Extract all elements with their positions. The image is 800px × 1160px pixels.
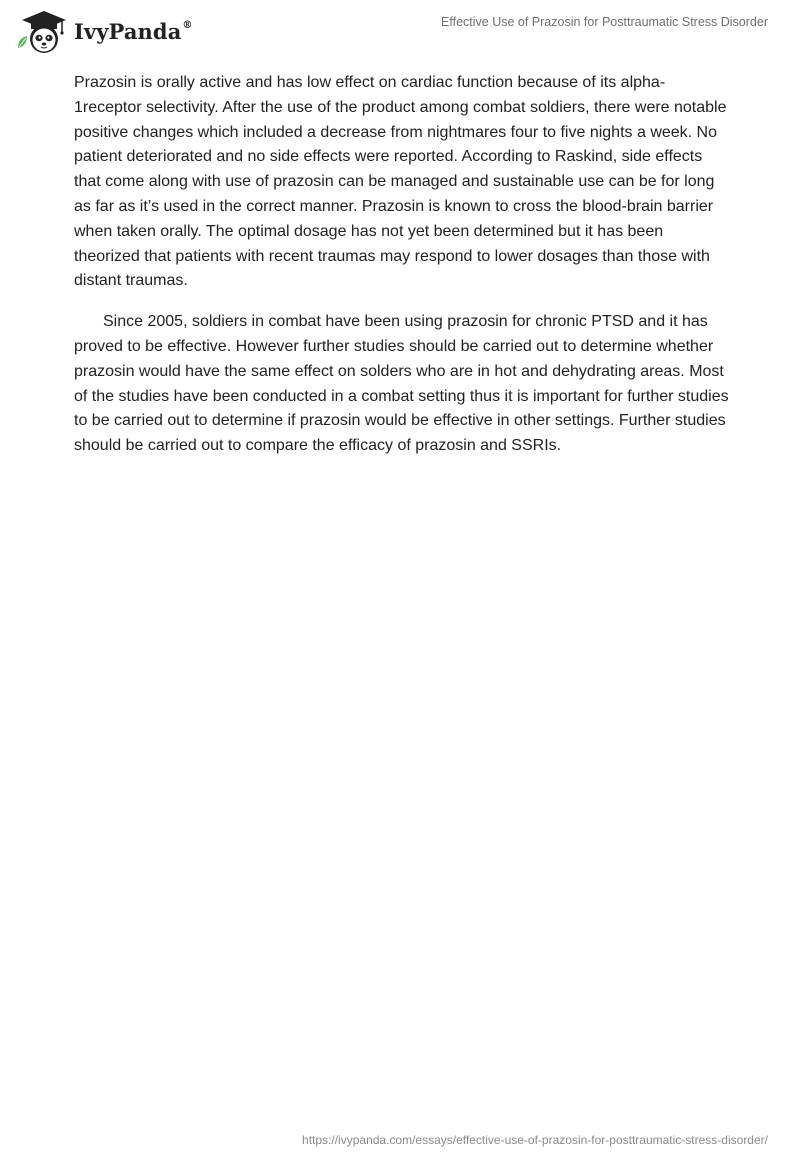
paragraph: Since 2005, soldiers in combat have been using prazosin for chronic PTSD and it has proved to be effective. However further studies should be carried out to determine whether prazosin would have the same effect on solders who are in hot and dehydrating areas. Most of the studies have been conducted in a combat setting thus it is important for further studies to be carried out to determine if prazosin would be effective in other settings. Further studies should be carried out to compare the efficacy of prazosin and SSRIs. [74,313,729,455]
brand-name: IvyPanda® [74,18,193,44]
essay-body [74,71,730,475]
graduation-panda-icon [14,8,70,54]
page-header [0,0,800,60]
paragraph: Prazosin is orally active and has low effect on cardiac function because of its alpha-1receptor selectivity. After the use of the product among combat soldiers, there were notable positive changes which included a decrease from nightmares four to five nights a week. No patient deteriorated and no side effects were reported. According to Raskind, side effects that come along with use of prazosin can be managed and sustainable use can be for long as far as it’s used in the correct manner. Prazosin is known to cross the blood-brain barrier when taken orally. The optimal dosage has not yet been determined but it has been theorized that patients with recent traumas may respond to lower dosages than those with distant traumas. [74,74,727,290]
document-title: Effective Use of Prazosin for Posttraumatic Stress Disorder [441,15,768,29]
source-url-link[interactable]: https://ivypanda.com/essays/effective-use-of-prazosin-for-posttraumatic-stress-disorder/ [302,1133,768,1147]
ivypanda-logo[interactable] [14,8,193,54]
